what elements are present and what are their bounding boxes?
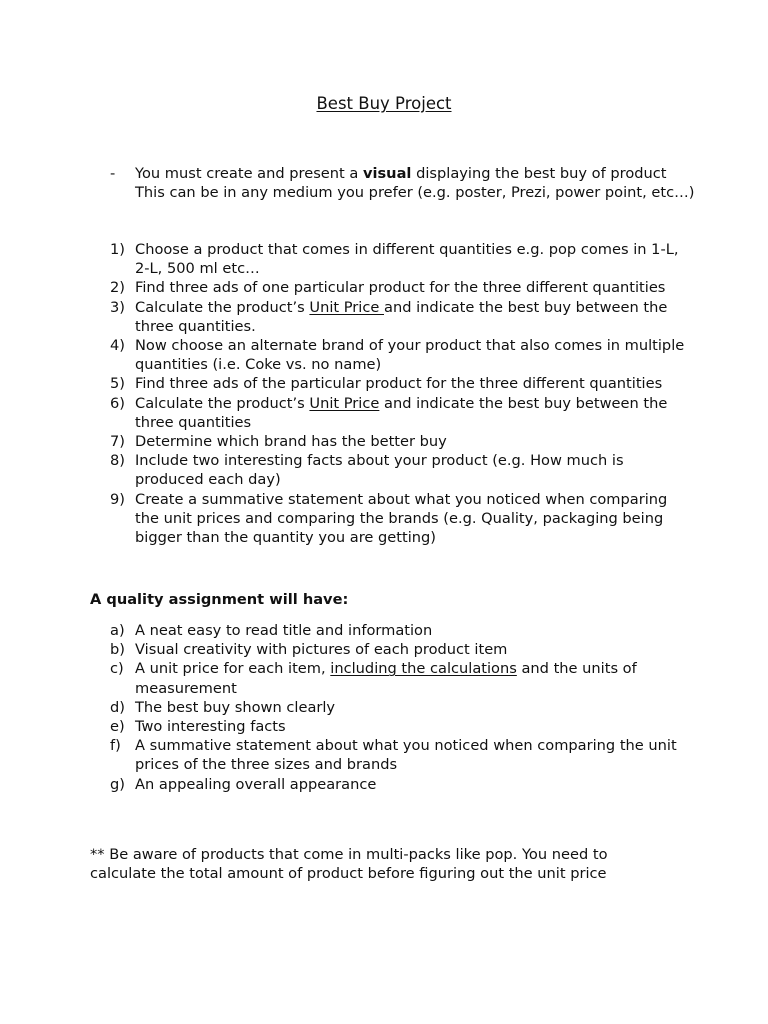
quality-text-post: and the units of measurement	[135, 660, 637, 697]
step-item-2	[0, 278, 695, 297]
list-marker: 7)	[110, 433, 125, 451]
step-text-post: and indicate the best buy between the three quantities	[135, 394, 668, 431]
steps-list	[0, 240, 695, 547]
unit-price-underline: Unit Price	[309, 394, 380, 412]
intro-text-post: displaying the best buy of product This can be in any medium you prefer (e.g. poster, Prezi, power point, etc…)	[135, 165, 695, 202]
step-text-pre: Calculate the product’s	[135, 298, 310, 316]
step-item-5	[0, 374, 695, 393]
quality-item-g	[0, 775, 695, 794]
quality-item-e	[0, 717, 695, 736]
list-marker: 1)	[110, 241, 125, 258]
list-marker: 3)	[110, 298, 125, 316]
list-marker: d)	[110, 698, 125, 716]
quality-text: The best buy shown clearly	[135, 698, 336, 716]
quality-item-d	[0, 698, 695, 717]
quality-item-c	[0, 659, 695, 697]
page-title: Best Buy Project	[316, 94, 452, 113]
step-text: Now choose an alternate brand of your product that also comes in multiple quantities (i.e. Coke vs. no name)	[135, 337, 685, 374]
quality-text-pre: A unit price for each item,	[135, 660, 331, 678]
quality-text: A neat easy to read title and information	[135, 622, 433, 639]
list-marker: e)	[110, 718, 125, 736]
quality-text: Visual creativity with pictures of each product item	[135, 641, 508, 659]
quality-text: A summative statement about what you noticed when comparing the unit prices of the three sizes and brands	[135, 737, 677, 774]
step-item-7	[0, 432, 695, 451]
step-item-4	[0, 336, 695, 374]
unit-price-underline: Unit Price	[309, 298, 384, 316]
step-item-6	[0, 394, 695, 432]
step-text: Determine which brand has the better buy	[135, 433, 447, 451]
list-marker: 9)	[110, 490, 125, 508]
list-marker: 4)	[110, 337, 125, 355]
list-marker: a)	[110, 622, 125, 639]
list-marker: -	[110, 165, 116, 182]
list-marker: b)	[110, 641, 125, 659]
step-item-1	[0, 240, 695, 278]
step-item-8	[0, 451, 695, 489]
intro-text-bold: visual	[362, 165, 412, 182]
quality-text: Two interesting facts	[135, 718, 286, 736]
list-marker: 5)	[110, 375, 125, 393]
list-marker: f)	[110, 737, 121, 755]
quality-item-f	[0, 736, 695, 774]
list-marker: 2)	[110, 279, 125, 297]
step-text-pre: Calculate the product’s	[135, 394, 310, 412]
step-text: Find three ads of one particular product for the three different quantities	[135, 279, 666, 297]
step-text: Find three ads of the particular product for the three different quantities	[135, 375, 663, 393]
quality-item-a	[0, 621, 695, 640]
list-marker: 8)	[110, 452, 125, 470]
intro-list	[0, 164, 695, 202]
step-item-3	[0, 298, 695, 336]
quality-list	[0, 621, 695, 794]
step-text: Create a summative statement about what you noticed when comparing the unit prices and comparing the brands (e.g. Quality, packaging being bigger than the quantity you are getting)	[135, 490, 668, 547]
quality-text: An appealing overall appearance	[135, 775, 377, 793]
step-text-post: and indicate the best buy between the three quantities.	[135, 298, 668, 335]
step-item-9	[0, 490, 695, 548]
intro-item	[0, 164, 695, 202]
quality-heading: A quality assignment will have:	[90, 591, 349, 608]
quality-item-b	[0, 640, 695, 659]
list-marker: 6)	[110, 394, 125, 412]
step-text: Choose a product that comes in different quantities e.g. pop comes in 1-L, 2-L, 500 ml etc…	[135, 241, 679, 278]
list-marker: g)	[110, 775, 125, 793]
step-text: Include two interesting facts about your product (e.g. How much is produced each day)	[135, 452, 624, 489]
intro-text-pre: You must create and present a	[135, 165, 363, 182]
list-marker: c)	[110, 660, 124, 678]
multipack-note: ** Be aware of products that come in multi-packs like pop. You need to calculate the total amount of product before figuring out the unit price	[90, 846, 608, 883]
calculations-underline: including the calculations	[330, 660, 517, 678]
